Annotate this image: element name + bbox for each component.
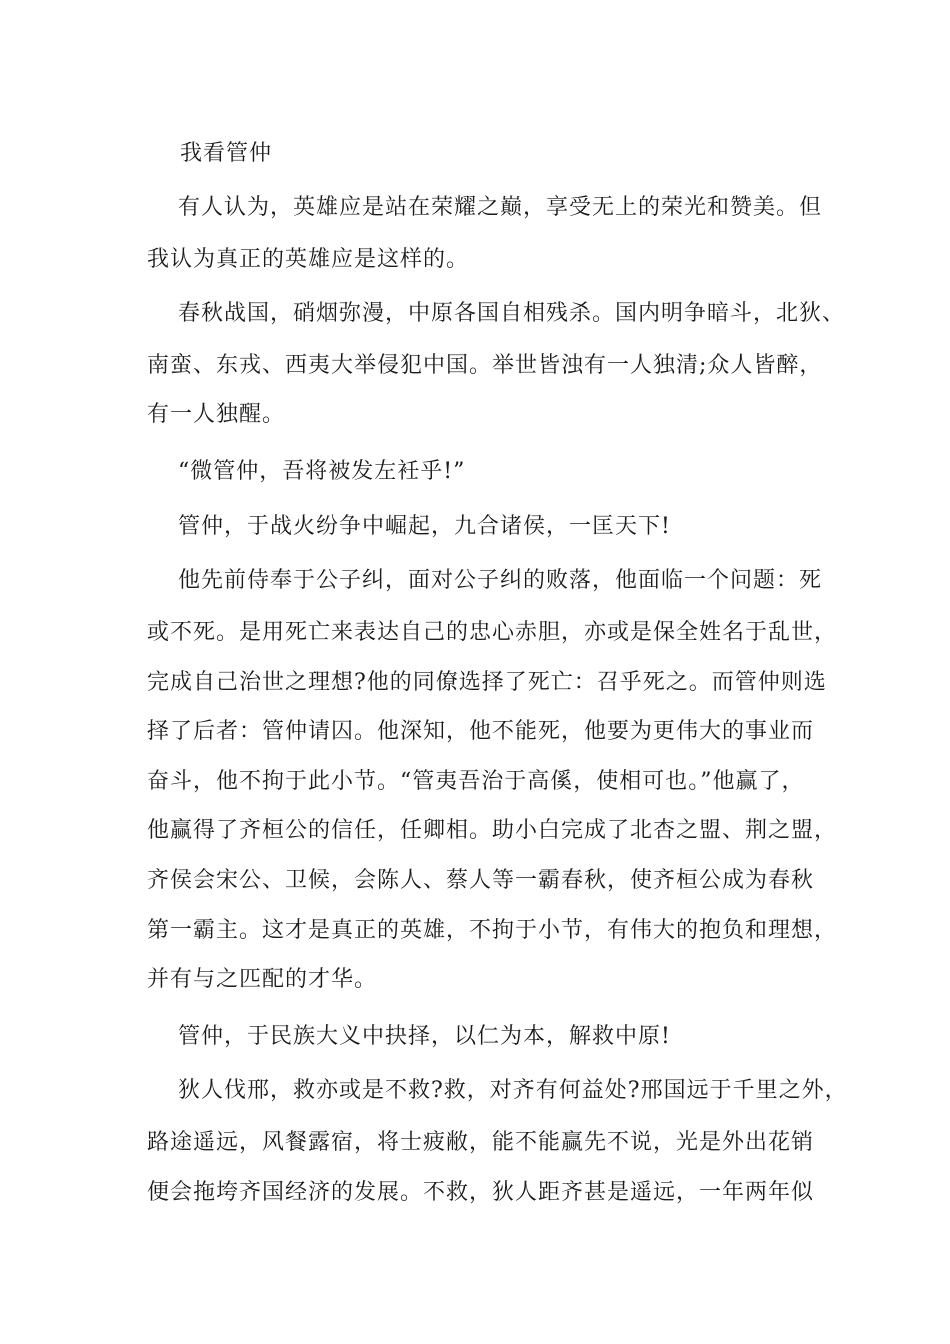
- paragraph-line: 他先前侍奉于公子纠，面对公子纠的败落，他面临一个问题：死: [178, 568, 823, 593]
- paragraph-line: 路途遥远，风餐露宿，将士疲敝，能不能赢先不说，光是外出花销: [147, 1130, 815, 1155]
- paragraph-line: 他赢得了齐桓公的信任，任卿相。助小白完成了北杏之盟、荆之盟，: [147, 818, 838, 843]
- paragraph-line: 春秋战国，硝烟弥漫，中原各国自相残杀。国内明争暗斗，北狄、: [178, 301, 846, 326]
- paragraph-line: 择了后者：管仲请囚。他深知，他不能死，他要为更伟大的事业而: [147, 719, 815, 744]
- paragraph-line: 便会拖垮齐国经济的发展。不救，狄人距齐甚是遥远，一年两年似: [147, 1180, 815, 1205]
- document-title: 我看管仲: [180, 141, 273, 166]
- paragraph-line: 狄人伐邢，救亦或是不救?救，对齐有何益处?邢国远于千里之外，: [178, 1078, 848, 1103]
- paragraph-line: 奋斗，他不拘于此小节。“管夷吾治于高傒，使相可也。”他赢了，: [147, 769, 805, 794]
- paragraph-line: 有一人独醒。: [147, 402, 286, 427]
- paragraph-line: 完成自己治世之理想?他的同僚选择了死亡：召乎死之。而管仲则选: [147, 670, 827, 695]
- paragraph-line: 管仲，于战火纷争中崛起，九合诸侯，一匡天下!: [178, 514, 671, 539]
- paragraph-line: 管仲，于民族大义中抉择，以仁为本，解救中原!: [178, 1024, 671, 1049]
- paragraph-line: 南蛮、东戎、西夷大举侵犯中国。举世皆浊有一人独清;众人皆醉，: [147, 353, 823, 378]
- paragraph-line: 或不死。是用死亡来表达自己的忠心赤胆，亦或是保全姓名于乱世，: [147, 620, 838, 645]
- paragraph-line: 齐侯会宋公、卫候，会陈人、蔡人等一霸春秋，使齐桓公成为春秋: [147, 868, 815, 893]
- paragraph-line: 并有与之匹配的才华。: [147, 967, 378, 992]
- paragraph-line: 我认为真正的英雄应是这样的。: [147, 247, 470, 272]
- paragraph-line: 第一霸主。这才是真正的英雄，不拘于小节，有伟大的抱负和理想，: [147, 918, 838, 943]
- paragraph-line: 有人认为，英雄应是站在荣耀之巅，享受无上的荣光和赞美。但: [178, 195, 823, 220]
- paragraph-line: “微管仲，吾将被发左衽乎!”: [178, 459, 466, 484]
